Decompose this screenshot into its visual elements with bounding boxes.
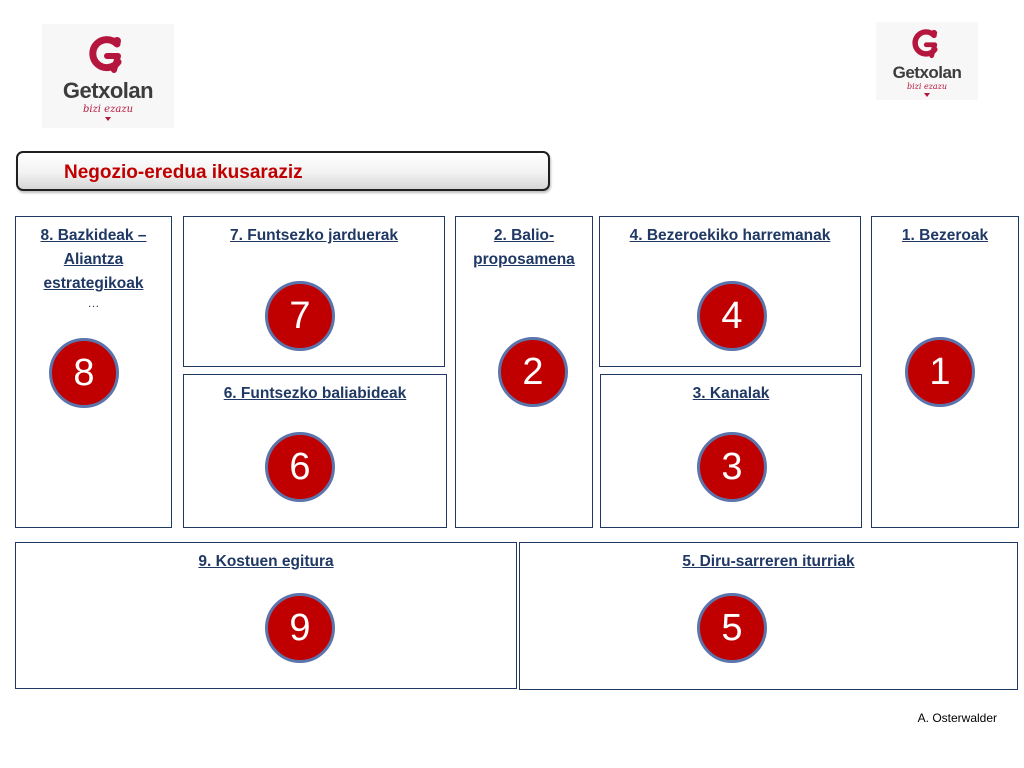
number-circle-7: 7 (265, 281, 335, 351)
number-circle-3: 3 (697, 432, 767, 502)
logo-tagline: bizi ezazu (82, 103, 134, 115)
number-circle-4: 4 (697, 281, 767, 351)
author-credit: A. Osterwalder (917, 711, 997, 725)
block-revenue-streams (519, 542, 1018, 690)
number-circle-5: 5 (697, 593, 767, 663)
block-title: 5. Diru-sarreren iturriak (682, 553, 855, 570)
block-title: 6. Funtsezko baliabideak (223, 385, 407, 402)
number-circle-6: 6 (265, 432, 335, 502)
page-title: Negozio-eredua ikusaraziz (64, 162, 303, 183)
getxolan-logo-large (42, 24, 174, 128)
logo-tagline: bizi ezazu (906, 81, 948, 91)
logo-brand-text: Getxolan (62, 77, 154, 103)
block-title: 8. Bazkideak – Aliantza estrategikoak (40, 227, 147, 292)
logo-brand-text: Getxolan (892, 62, 962, 82)
getxolan-symbol-icon (85, 32, 131, 78)
block-title: 9. Kostuen egitura (198, 553, 334, 570)
getxolan-logo-small (876, 22, 978, 100)
number-circle-1: 1 (905, 337, 975, 407)
block-note: … (87, 296, 100, 310)
tagline-heart-icon (924, 93, 930, 97)
title-banner (16, 151, 550, 191)
block-title: 7. Funtsezko jarduerak (230, 227, 398, 244)
block-title: 4. Bezeroekiko harremanak (629, 227, 831, 244)
number-circle-8: 8 (49, 338, 119, 408)
number-circle-9: 9 (265, 593, 335, 663)
block-title: 2. Balio-proposamena (473, 227, 575, 268)
number-circle-2: 2 (498, 337, 568, 407)
tagline-heart-icon (105, 117, 111, 121)
block-title: 1. Bezeroak (901, 227, 989, 244)
getxolan-symbol-icon (909, 26, 945, 62)
block-title: 3. Kanalak (692, 385, 770, 402)
